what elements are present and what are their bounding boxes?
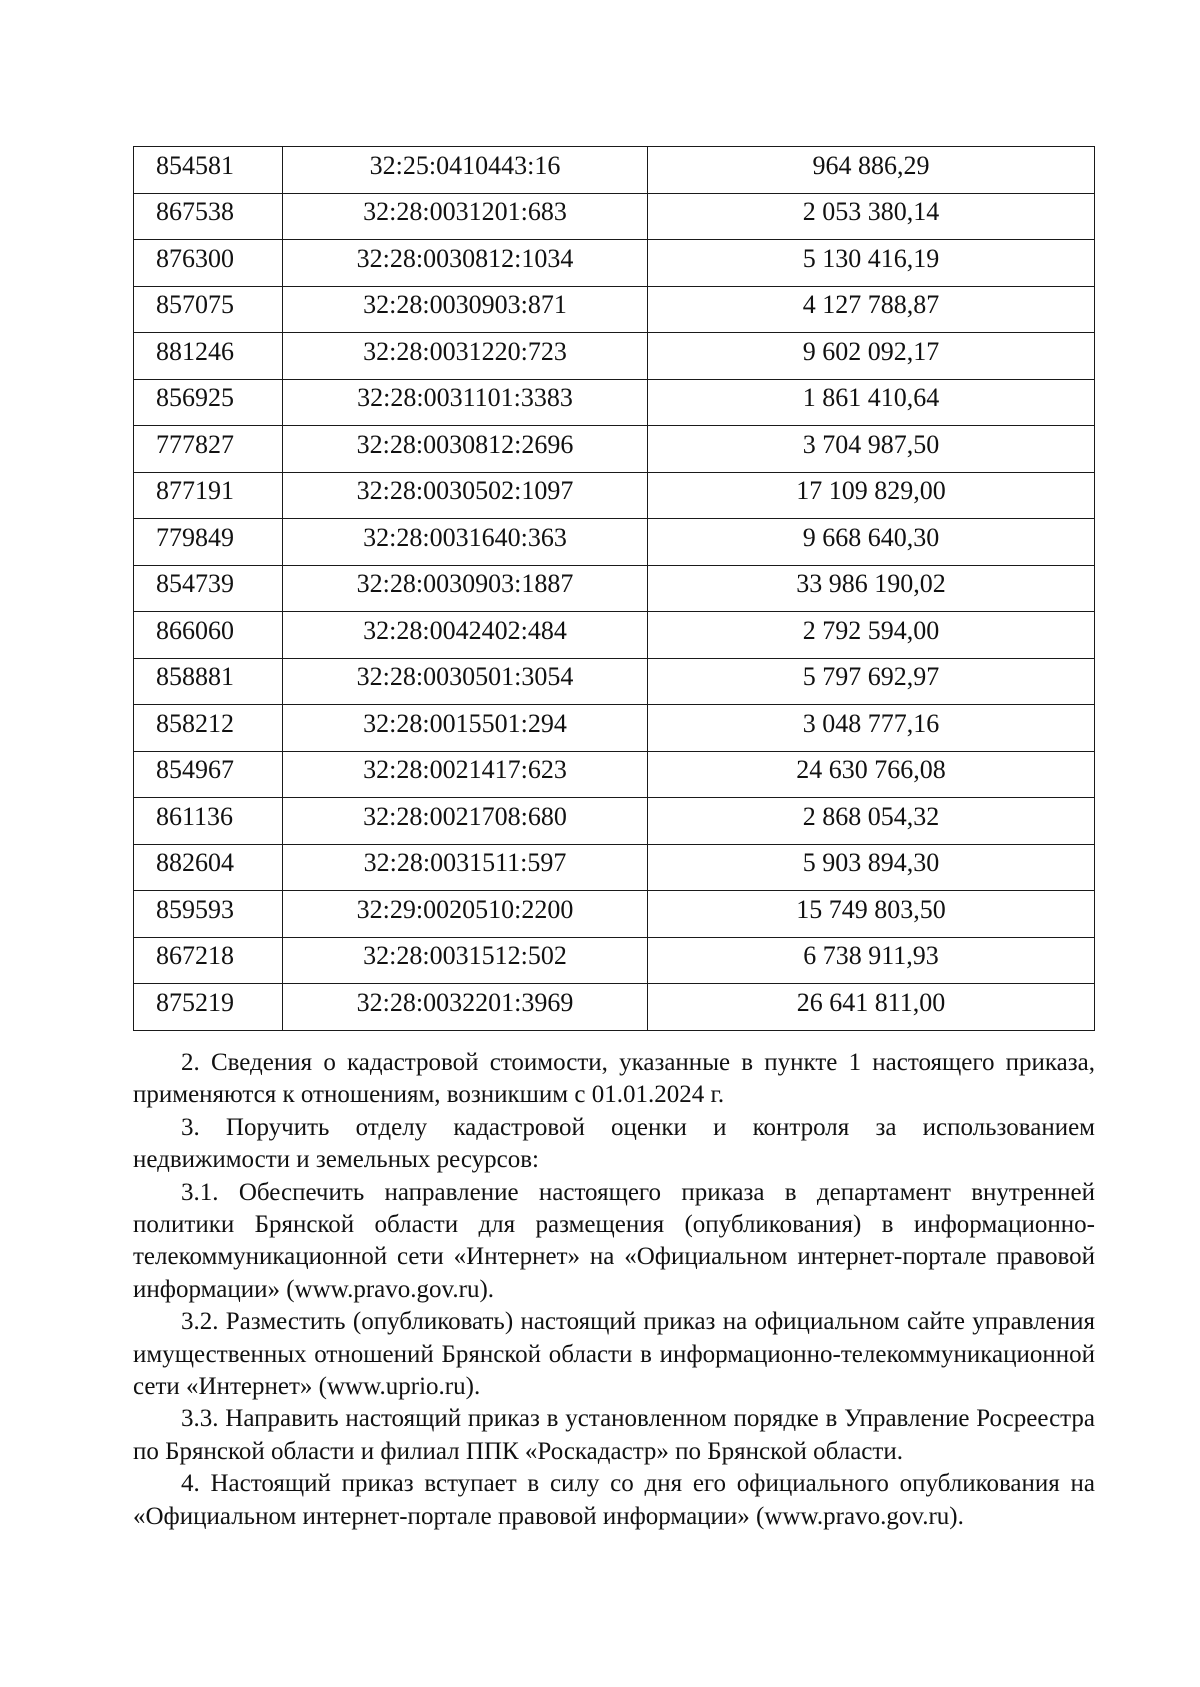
- table-row: [134, 937, 1095, 984]
- cadastral-value-cell: [648, 984, 1095, 1031]
- paragraph-3: 3. Поручить отделу кадастровой оценки и контроля за использованием недвижимости и земельных ресурсов:: [133, 1113, 1095, 1174]
- object-id-cell: [134, 426, 283, 473]
- cadastral-number-cell-text: 32:28:0042402:484: [363, 615, 567, 645]
- object-id-cell-text: 876300: [156, 243, 234, 273]
- object-id-cell: [134, 519, 283, 566]
- cadastral-value-cell: [648, 426, 1095, 473]
- cadastral-value-cell-text: 964 886,29: [812, 150, 930, 180]
- cadastral-number-cell: [283, 147, 648, 194]
- paragraph-3-3: 3.3. Направить настоящий приказ в установленном порядке в Управление Росреестра по Брянской области и филиал ППК «Роскадастр» по Брянской области.: [133, 1405, 1095, 1465]
- paragraph-3-1: 3.1. Обеспечить направление настоящего приказа в департамент внутренней политики Брянской области для размещения (опубликования) в информационно-телекоммуникационной сети «Интернет» на «Официальном интернет-портале правовой информации» (www.pravo.gov.ru).: [133, 1178, 1095, 1303]
- cadastral-number-cell: [283, 379, 648, 426]
- table-row: [134, 798, 1095, 845]
- cadastral-number-cell: [283, 705, 648, 752]
- object-id-cell: [134, 333, 283, 380]
- cadastral-value-cell: [648, 333, 1095, 380]
- cadastral-number-cell-text: 32:28:0031511:597: [363, 848, 567, 878]
- cadastral-number-cell-text: 32:28:0030903:871: [363, 290, 567, 320]
- cadastral-value-cell: [648, 147, 1095, 194]
- cadastral-value-cell-text: 33 986 190,02: [796, 569, 946, 599]
- cadastral-number-cell: [283, 193, 648, 240]
- cadastral-value-cell: [648, 565, 1095, 612]
- object-id-cell: [134, 844, 283, 891]
- cadastral-number-cell: [283, 519, 648, 566]
- table-row: [134, 240, 1095, 287]
- object-id-cell-text: 858212: [156, 708, 234, 738]
- cadastral-value-cell-text: 17 109 829,00: [796, 476, 946, 506]
- table-row: [134, 751, 1095, 798]
- object-id-cell-text: 859593: [156, 894, 234, 924]
- cadastral-value-cell-text: 5 130 416,19: [802, 243, 940, 273]
- object-id-cell: [134, 751, 283, 798]
- cadastral-value-cell: [648, 891, 1095, 938]
- cadastral-number-cell: [283, 798, 648, 845]
- order-text: [133, 1047, 1095, 1533]
- object-id-cell: [134, 240, 283, 287]
- cadastral-number-cell: [283, 751, 648, 798]
- cadastral-value-cell: [648, 193, 1095, 240]
- object-id-cell: [134, 193, 283, 240]
- cadastral-table-body: [134, 147, 1095, 1031]
- table-row: [134, 705, 1095, 752]
- table-row: [134, 426, 1095, 473]
- cadastral-number-cell: [283, 286, 648, 333]
- cadastral-number-cell-text: 32:28:0031640:363: [363, 522, 567, 552]
- cadastral-value-cell: [648, 519, 1095, 566]
- object-id-cell-text: 882604: [156, 848, 234, 878]
- cadastral-number-cell-text: 32:28:0021417:623: [363, 755, 567, 785]
- cadastral-number-cell: [283, 426, 648, 473]
- paragraph-4: 4. Настоящий приказ вступает в силу со дня его официального опубликования на «Официальном интернет-портале правовой информации» (www.pravo.gov.ru).: [133, 1470, 1095, 1530]
- cadastral-value-cell: [648, 937, 1095, 984]
- cadastral-number-cell: [283, 984, 648, 1031]
- table-row: [134, 286, 1095, 333]
- cadastral-number-cell-text: 32:28:0021708:680: [363, 801, 567, 831]
- cadastral-value-cell-text: 3 704 987,50: [802, 429, 940, 459]
- cadastral-value-cell-text: 1 861 410,64: [802, 383, 940, 413]
- table-row: [134, 379, 1095, 426]
- cadastral-number-cell-text: 32:28:0030812:1034: [356, 243, 574, 273]
- object-id-cell-text: 779849: [156, 522, 234, 552]
- cadastral-number-cell: [283, 333, 648, 380]
- cadastral-number-cell-text: 32:28:0030903:1887: [356, 569, 574, 599]
- object-id-cell-text: 866060: [156, 615, 234, 645]
- cadastral-number-cell-text: 32:25:0410443:16: [369, 150, 561, 180]
- object-id-cell: [134, 937, 283, 984]
- object-id-cell: [134, 147, 283, 194]
- cadastral-number-cell-text: 32:28:0031512:502: [363, 941, 567, 971]
- table-row: [134, 147, 1095, 194]
- cadastral-number-cell-text: 32:29:0020510:2200: [356, 894, 574, 924]
- object-id-cell-text: 877191: [156, 476, 234, 506]
- table-row: [134, 565, 1095, 612]
- cadastral-value-cell: [648, 612, 1095, 659]
- object-id-cell: [134, 286, 283, 333]
- cadastral-value-cell-text: 2 792 594,00: [802, 615, 940, 645]
- paragraph-2: 2. Сведения о кадастровой стоимости, указанные в пункте 1 настоящего приказа, применяются к отношениям, возникшим с 01.01.2024 г.: [133, 1049, 1095, 1109]
- cadastral-number-cell-text: 32:28:0031101:3383: [357, 383, 573, 413]
- table-row: [134, 472, 1095, 519]
- cadastral-value-cell: [648, 286, 1095, 333]
- object-id-cell: [134, 379, 283, 426]
- cadastral-value-cell-text: 9 602 092,17: [802, 336, 940, 366]
- cadastral-value-cell: [648, 751, 1095, 798]
- cadastral-number-cell: [283, 891, 648, 938]
- object-id-cell-text: 861136: [156, 801, 234, 831]
- cadastral-number-cell: [283, 240, 648, 287]
- table-row: [134, 891, 1095, 938]
- object-id-cell-text: 867218: [156, 941, 234, 971]
- object-id-cell-text: 854967: [156, 755, 234, 785]
- object-id-cell: [134, 565, 283, 612]
- object-id-cell: [134, 798, 283, 845]
- cadastral-value-cell: [648, 658, 1095, 705]
- object-id-cell-text: 854581: [156, 150, 234, 180]
- object-id-cell: [134, 705, 283, 752]
- table-row: [134, 612, 1095, 659]
- table-row: [134, 844, 1095, 891]
- cadastral-value-cell: [648, 798, 1095, 845]
- cadastral-value-cell-text: 3 048 777,16: [802, 708, 940, 738]
- cadastral-value-cell: [648, 844, 1095, 891]
- cadastral-number-cell-text: 32:28:0030812:2696: [356, 429, 574, 459]
- cadastral-value-cell: [648, 240, 1095, 287]
- object-id-cell-text: 858881: [156, 662, 234, 692]
- cadastral-value-cell-text: 15 749 803,50: [796, 894, 946, 924]
- cadastral-number-cell-text: 32:28:0031201:683: [363, 197, 567, 227]
- table-row: [134, 519, 1095, 566]
- table-row: [134, 193, 1095, 240]
- paragraph-3-2: 3.2. Разместить (опубликовать) настоящий приказ на официальном сайте управления имущественных отношений Брянской области в информационно-телекоммуникационной сети «Интернет» (www.uprio.ru).: [133, 1308, 1095, 1401]
- table-row: [134, 984, 1095, 1031]
- cadastral-value-cell-text: 2 868 054,32: [802, 801, 940, 831]
- cadastral-number-cell: [283, 844, 648, 891]
- cadastral-number-cell: [283, 565, 648, 612]
- cadastral-value-cell-text: 4 127 788,87: [802, 290, 940, 320]
- object-id-cell: [134, 891, 283, 938]
- cadastral-value-cell: [648, 472, 1095, 519]
- cadastral-number-cell-text: 32:28:0030502:1097: [356, 476, 574, 506]
- object-id-cell-text: 875219: [156, 987, 234, 1017]
- object-id-cell-text: 867538: [156, 197, 234, 227]
- object-id-cell-text: 856925: [156, 383, 234, 413]
- table-row: [134, 333, 1095, 380]
- cadastral-number-cell: [283, 472, 648, 519]
- cadastral-value-cell-text: 5 903 894,30: [802, 848, 940, 878]
- object-id-cell-text: 857075: [156, 290, 234, 320]
- object-id-cell-text: 854739: [156, 569, 234, 599]
- cadastral-number-cell-text: 32:28:0030501:3054: [356, 662, 574, 692]
- cadastral-value-cell: [648, 379, 1095, 426]
- cadastral-number-cell: [283, 937, 648, 984]
- object-id-cell: [134, 984, 283, 1031]
- cadastral-value-cell-text: 24 630 766,08: [796, 755, 946, 785]
- cadastral-value-cell-text: 5 797 692,97: [802, 662, 940, 692]
- cadastral-value-cell: [648, 705, 1095, 752]
- cadastral-number-cell: [283, 658, 648, 705]
- cadastral-number-cell-text: 32:28:0032201:3969: [356, 987, 574, 1017]
- cadastral-value-cell-text: 26 641 811,00: [796, 987, 946, 1017]
- object-id-cell-text: 881246: [156, 336, 234, 366]
- cadastral-number-cell: [283, 612, 648, 659]
- table-row: [134, 658, 1095, 705]
- object-id-cell-text: 777827: [156, 429, 234, 459]
- cadastral-value-table: [133, 146, 1095, 1031]
- cadastral-number-cell-text: 32:28:0015501:294: [363, 708, 567, 738]
- cadastral-value-cell-text: 6 738 911,93: [803, 941, 939, 971]
- cadastral-value-cell-text: 2 053 380,14: [802, 197, 940, 227]
- cadastral-value-cell-text: 9 668 640,30: [802, 522, 940, 552]
- object-id-cell: [134, 658, 283, 705]
- cadastral-number-cell-text: 32:28:0031220:723: [363, 336, 567, 366]
- object-id-cell: [134, 612, 283, 659]
- object-id-cell: [134, 472, 283, 519]
